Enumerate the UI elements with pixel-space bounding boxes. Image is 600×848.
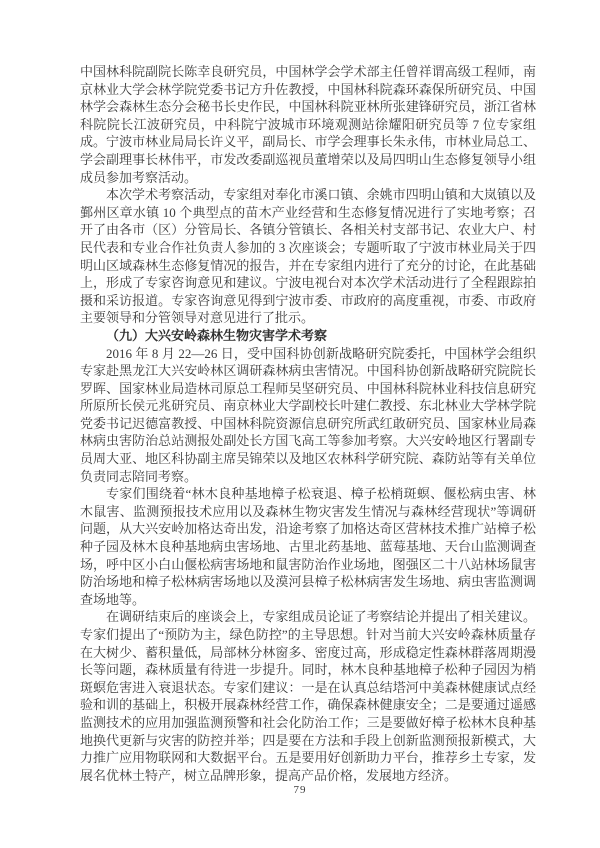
paragraph-investigation-summary: 本次学术考察活动，专家组对奉化市溪口镇、余姚市四明山镇和大岚镇以及鄞州区章水镇 10 个典型点的苗木产业经营和生态修复情况进行了实地考察；召开了由各市（区）分管局长、各镇分管镇长、各相关村支部书记、农业大户、村民代表和专业合作社负责人参加的 3 次座谈会；专题听取了宁波市林业局关于四明山区域森林生态修复情况的报告，并在专家组内进行了充分的讨论，在此基础上，形成了专家咨询意见和建议。宁波电视台对本次学术活动进行了全程跟踪拍摄和采访报道。专家咨询意见得到宁波市委、市政府的高度重视，市委、市政府主要领导和分管领导对意见进行了批示。 (80, 187, 536, 326)
page-number: 79 (293, 784, 307, 796)
paragraph-survey-route: 专家们围绕着“林木良种基地樟子松衰退、樟子松梢斑螟、偃松病虫害、林木鼠害、监测预报技术应用以及森林生物灾害发生情况与森林经营现状”等调研问题，从大兴安岭加格达奇出发，沿途考察了加格达奇区营林技术推广站樟子松种子园及林木良种基地病虫害场地、古里北药基地、蓝莓基地、天台山监测调查场，呼中区小白山偃松病害场地和鼠害防治作业场地，图强区二十八站林场鼠害防治场地和樟子松林病害场地以及漠河县樟子松林病害发生场地、病虫害监测调查场地等。 (80, 486, 536, 607)
section-heading-9: （九）大兴安岭森林生物灾害学术考察 (106, 327, 328, 343)
text-body (80, 63, 536, 784)
paragraph-recommendations: 在调研结束后的座谈会上，专家组成员论证了考察结论并提出了相关建议。专家们提出了“预防为主，绿色防控”的主导思想。针对当前大兴安岭森林质量存在大树少、蓄积量低，局部林分林窗多、密度过高，形成稳定性森林群落周期漫长等问题，森林质量有待进一步提升。同时，林木良种基地樟子松种子园因为梢斑螟危害进入衰退状态。专家们建议：一是在认真总结塔河中美森林健康试点经验和训的基础上，积极开展森林经营工作，确保森林健康安全；二是要通过遥感监测技术的应用加强监测预警和社会化防治工作；三是要做好樟子松林木良种基地换代更新与灾害的防控并举；四是要在方法和手段上创新监测预报新模式，大力推广应用物联网和大数据平台。五是要用好创新助力平台，推荐乡土专家，发展名优林土特产，树立品牌形象，提高产品价格，发展地方经济。 (80, 609, 536, 783)
paragraph-expedition-intro: 2016 年 8 月 22—26 日，受中国科协创新战略研究院委托，中国林学会组织专家赴黑龙江大兴安岭林区调研森林病虫害情况。中国科协创新战略研究院院长罗晖、国家林业局造林司原总工程师吴坚研究员、中国林科院林业科技信息研究所原所长侯元兆研究员、南京林业大学副校长叶建仁教授、东北林业大学林学院党委书记迟德富教授、中国林科院资源信息研究所武红敢研究员、国家林业局森林病虫害防治总站测报处副处长方国飞高工等参加考察。大兴安岭地区行署副专员周大亚、地区科协副主席吴锦荣以及地区农林科学研究院、森防站等有关单位负责同志陪同考察。 (80, 345, 536, 484)
paragraph-expert-roster: 中国林科院副院长陈幸良研究员，中国林学会学术部主任曾祥谓高级工程师，南京林业大学会林学院党委书记方升佐教授，中国林科院森环森保所研究员、中国林学会森林生态分会秘书长史作民，中国林科院亚林所张建锋研究员，浙江省林科院院长江波研究员，中科院宁波城市环境观测站徐耀阳研究员等 7 位专家组成。宁波市林业局局长许义平，副局长、市学会理事长朱永伟，市林业局总工、学会副理事长林伟平，市发改委副巡视员董增荣以及局四明山生态修复领导小组成员参加考察活动。 (80, 64, 536, 185)
